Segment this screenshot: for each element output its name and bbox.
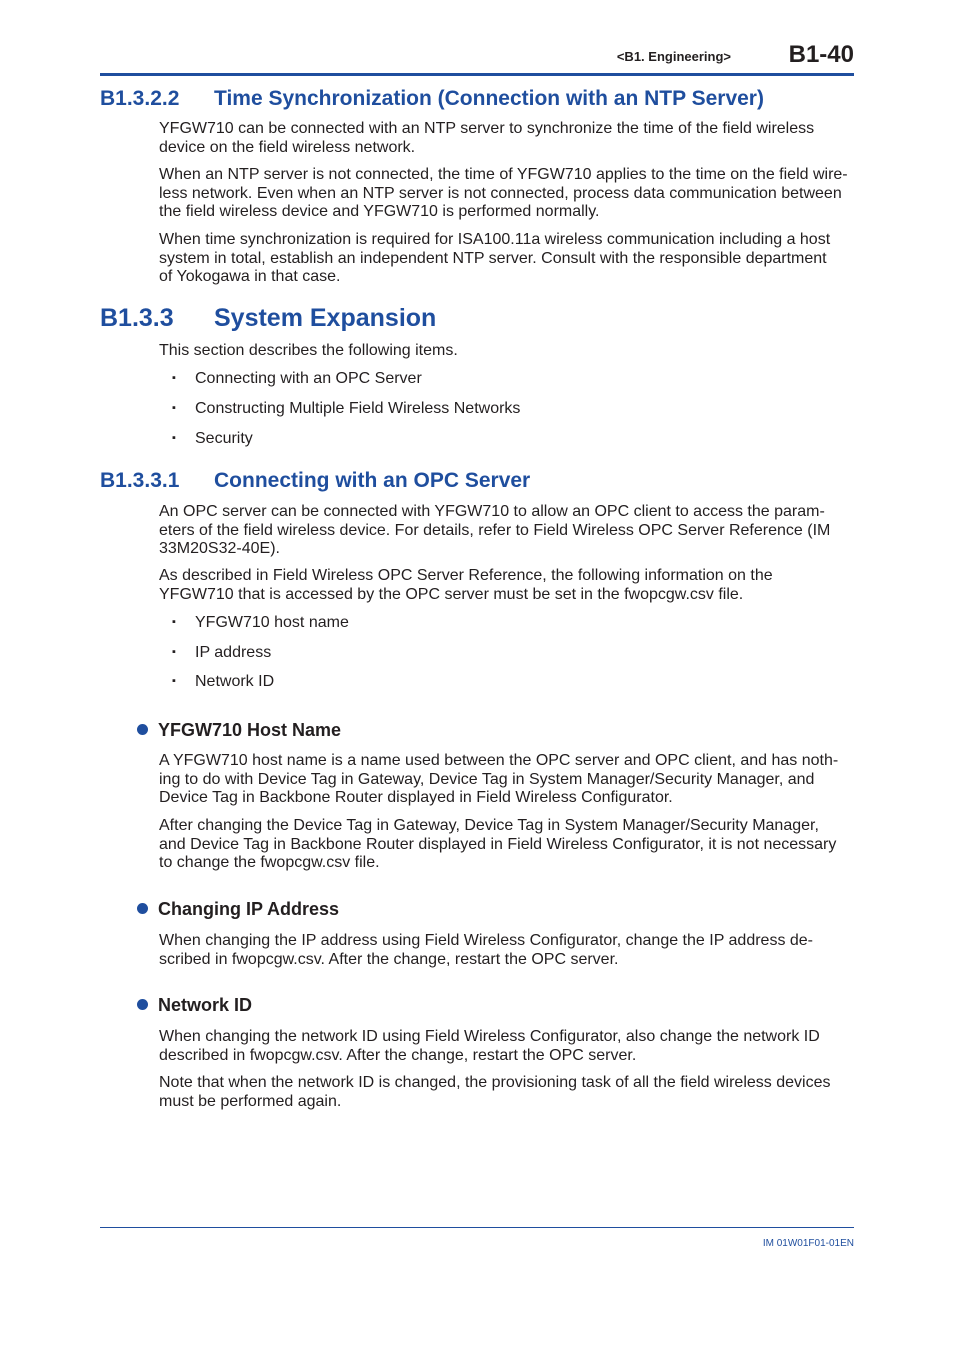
paragraph [159,752,854,808]
paragraph [159,1074,854,1111]
paragraph [159,231,854,287]
paragraph-line: to change the fwopcgw.csv file. [159,854,380,871]
square-bullet-icon: ▪ [172,675,176,687]
circle-bullet-icon [137,903,148,914]
footer-rule [100,1227,854,1228]
subheading-title: Network ID [158,995,253,1015]
header-chapter: <B1. Engineering> [616,49,731,64]
list-item [172,643,271,663]
list-item-text: Constructing Multiple Field Wireless Networks [195,400,521,417]
section-title: System Expansion [214,304,437,332]
paragraph-line: An OPC server can be connected with YFGW710 to allow an OPC client to access the param- [159,503,825,520]
paragraph-line: Note that when the network ID is changed, the provisioning task of all the field wireless devices [159,1074,831,1091]
paragraph-line: After changing the Device Tag in Gateway, Device Tag in System Manager/Security Manager, [159,817,819,834]
paragraph-line: described in fwopcgw.csv. After the change, restart the OPC server. [159,1046,637,1064]
paragraph-line: A YFGW710 host name is a name used between the OPC server and OPC client, and has noth- [159,752,839,769]
subheading-title: YFGW710 Host Name [158,720,342,740]
section-number: B1.3.3 [100,304,174,332]
square-bullet-icon: ▪ [172,616,176,628]
paragraph-line: scribed in fwopcgw.csv. After the change, restart the OPC server. [159,950,619,968]
paragraph-line: ing to do with Device Tag in Gateway, Device Tag in System Manager/Security Manager, and [159,770,815,788]
section-title: Time Synchronization (Connection with an NTP Server) [214,87,764,110]
paragraph-line: must be performed again. [159,1092,342,1110]
circle-bullet-icon [137,999,148,1010]
list-item [172,672,274,692]
paragraph [159,817,854,873]
paragraph-line: When changing the IP address using Field Wireless Configurator, change the IP address de- [159,932,814,949]
paragraph-line: of Yokogawa in that case. [159,268,341,285]
paragraph [159,166,854,222]
paragraph [159,120,854,157]
paragraph-line: When time synchronization is required for ISA100.11a wireless communication including a host [159,231,831,248]
list-item [172,613,349,633]
paragraph-line: Device Tag in Backbone Router displayed in Field Wireless Configurator. [159,789,673,806]
paragraph-line: When an NTP server is not connected, the time of YFGW710 applies to the time on the field wire- [159,166,848,183]
paragraph [159,567,854,604]
paragraph-line: 33M20S32-40E). [159,540,280,557]
subheading-title: Changing IP Address [158,899,340,919]
subheading-host-name [137,720,341,741]
section-number: B1.3.3.1 [100,469,180,492]
paragraph-line: and Device Tag in Backbone Router displayed in Field Wireless Configurator, it is not necessary [159,835,837,853]
paragraph: This section describes the following items. [159,342,458,359]
paragraph-line: As described in Field Wireless OPC Server Reference, the following information on the [159,567,773,584]
paragraph-line: less network. Even when an NTP server is not connected, process data communication between [159,184,842,202]
list-item [172,369,422,389]
section-heading-b1-3-3-1 [100,469,530,493]
page-number: B1-40 [788,41,854,68]
list-item-text: Security [195,430,253,447]
list-item-text: IP address [195,644,272,661]
paragraph-line: the field wireless device and YFGW710 is performed normally. [159,203,600,220]
paragraph-line: YFGW710 that is accessed by the OPC server must be set in the fwopcgw.csv file. [159,585,744,603]
paragraph-line: eters of the field wireless device. For details, refer to Field Wireless OPC Server Reference (IM [159,521,831,539]
list-item [172,429,253,449]
list-item-text: YFGW710 host name [195,614,349,631]
circle-bullet-icon [137,724,148,735]
section-number: B1.3.2.2 [100,87,180,110]
paragraph-line: When changing the network ID using Field Wireless Configurator, also change the network ID [159,1028,820,1045]
list-item-text: Connecting with an OPC Server [195,370,422,387]
paragraph [159,1028,854,1065]
square-bullet-icon: ▪ [172,646,176,658]
subheading-network-id [137,995,252,1016]
subheading-ip-address [137,899,339,920]
list-item [172,399,520,419]
square-bullet-icon: ▪ [172,372,176,384]
list-item-text: Network ID [195,673,275,690]
document-id: IM 01W01F01-01EN [762,1238,854,1249]
paragraph-line: device on the field wireless network. [159,138,416,156]
square-bullet-icon: ▪ [172,432,176,444]
paragraph-line: YFGW710 can be connected with an NTP server to synchronize the time of the field wireless [159,120,815,137]
paragraph-line: system in total, establish an independent NTP server. Consult with the responsible department [159,249,827,267]
section-heading-b1-3-3 [100,304,436,333]
square-bullet-icon: ▪ [172,402,176,414]
paragraph [159,503,854,559]
paragraph [159,932,854,969]
section-heading-b1-3-2-2 [100,87,764,111]
header-rule [100,73,854,76]
section-title: Connecting with an OPC Server [214,469,531,492]
